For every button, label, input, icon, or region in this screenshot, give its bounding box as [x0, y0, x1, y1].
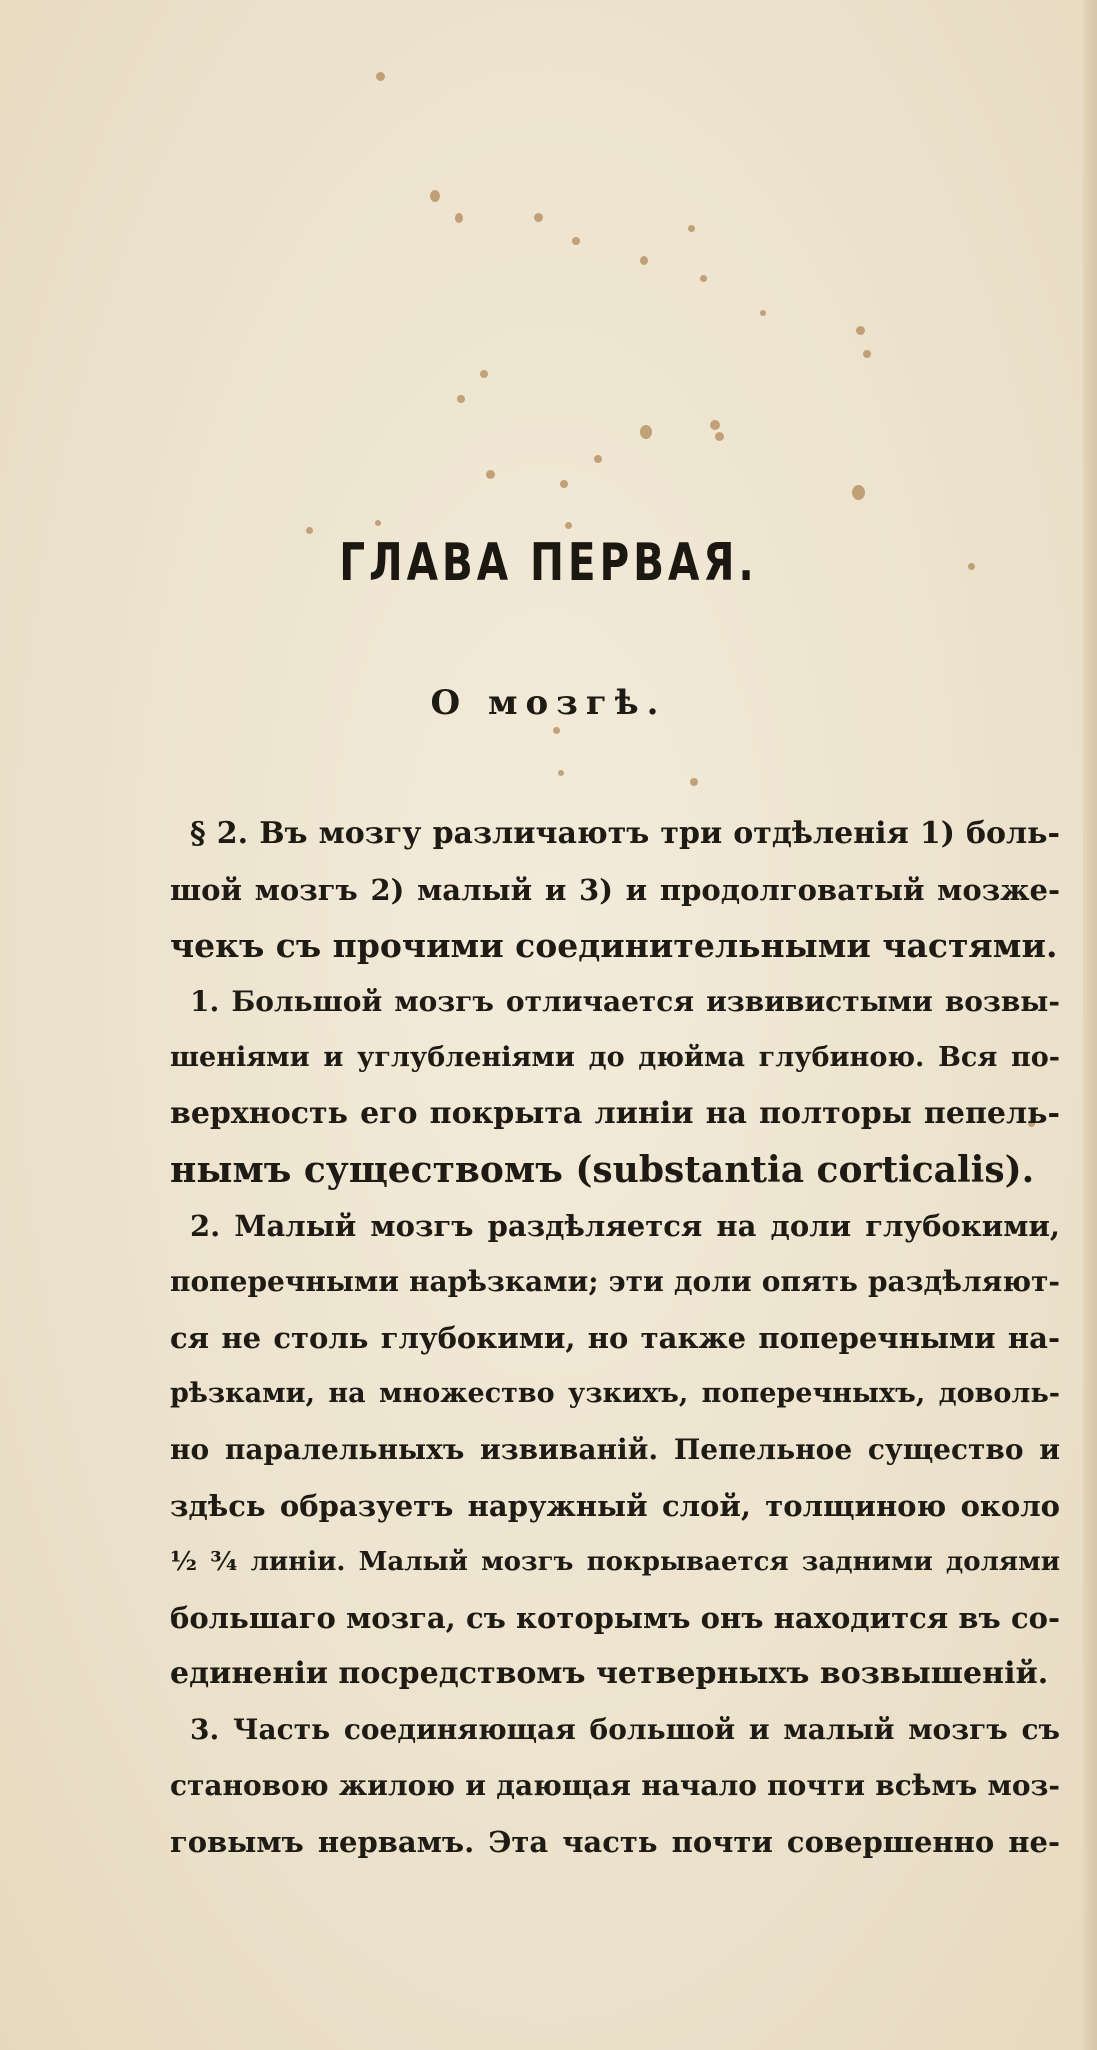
text-line: 3. Часть соединяющая большой и малый мозгъ съ — [190, 1713, 1060, 1746]
foxing-spot — [560, 480, 568, 488]
text-line: чекъ съ прочими соединительными частями. — [170, 926, 1058, 965]
text-line: большаго мозга, съ которымъ онъ находится въ со- — [170, 1601, 1060, 1635]
text-line: ½ ¾ линіи. Малый мозгъ покрывается задними долями — [170, 1547, 1060, 1577]
text-line: шой мозгъ 2) малый и 3) и продолговатый мозже- — [170, 873, 1060, 907]
foxing-spot — [640, 425, 652, 439]
foxing-spot — [688, 225, 695, 232]
foxing-spot — [710, 420, 720, 430]
text-line: нымъ существомъ (substantia corticalis). — [170, 1149, 1035, 1191]
foxing-spot — [486, 470, 495, 479]
text-line: 2. Малый мозгъ раздѣляется на доли глубокими, — [190, 1209, 1060, 1243]
text-line: шеніями и углубленіями до дюйма глубиною. Вся по- — [170, 1042, 1060, 1073]
foxing-spot — [376, 72, 385, 81]
foxing-spot — [430, 190, 440, 202]
page-edge — [1083, 0, 1097, 2050]
foxing-spot — [594, 455, 602, 463]
foxing-spot — [565, 522, 572, 529]
foxing-spot — [852, 485, 865, 500]
text-line: ся не столь глубокими, но также поперечными на- — [170, 1321, 1060, 1355]
text-line: § 2. Въ мозгу различаютъ три отдѣленія 1) боль- — [190, 816, 1060, 851]
text-line: верхность его покрыта линіи на полторы пепель- — [170, 1096, 1060, 1131]
text-line: рѣзками, на множество узкихъ, поперечныхъ, доволь- — [170, 1378, 1060, 1409]
foxing-spot — [558, 770, 564, 776]
foxing-spot — [760, 310, 766, 316]
section-title: О мозгѣ. — [430, 683, 667, 723]
text-line: 1. Большой мозгъ отличается извивистыми возвы- — [190, 985, 1060, 1018]
foxing-spot — [572, 237, 580, 245]
foxing-spot — [715, 432, 724, 441]
foxing-spot — [480, 370, 488, 378]
foxing-spot — [455, 213, 463, 223]
foxing-spot — [856, 326, 865, 335]
foxing-spot — [863, 350, 871, 358]
foxing-spot — [700, 275, 707, 282]
chapter-title: ГЛАВА ПЕРВАЯ. — [339, 533, 758, 593]
foxing-spot — [375, 520, 381, 526]
text-line: единеніи посредствомъ четверныхъ возвышеній. — [170, 1656, 1049, 1691]
foxing-spot — [640, 256, 648, 265]
text-line: здѣсь образуетъ наружный слой, толщиною около — [170, 1489, 1060, 1523]
text-line: говымъ нервамъ. Эта часть почти совершенно не- — [170, 1825, 1060, 1859]
foxing-spot — [534, 213, 543, 222]
text-line: поперечными нарѣзками; эти доли опять раздѣляют- — [170, 1265, 1060, 1298]
foxing-spot — [553, 727, 560, 734]
foxing-spot — [457, 395, 465, 403]
text-line: но паралельныхъ извиваній. Пепельное существо и — [170, 1433, 1060, 1466]
foxing-spot — [690, 778, 698, 786]
text-line: становою жилою и дающая начало почти всѣмъ моз- — [170, 1769, 1060, 1802]
